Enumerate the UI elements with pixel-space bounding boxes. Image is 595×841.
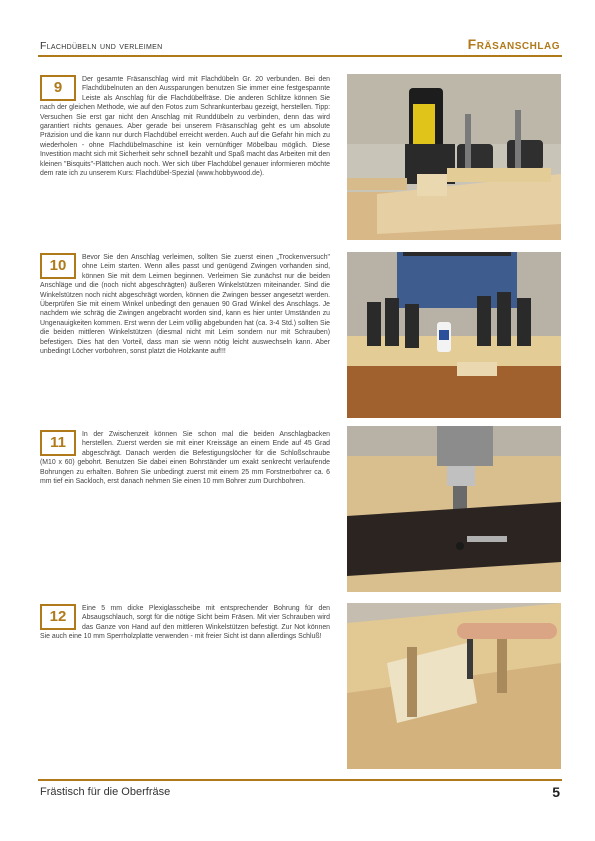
running-footer-title: Frästisch für die Oberfräse: [40, 786, 171, 798]
step-12-photo: [347, 603, 561, 769]
step-12-text: Eine 5 mm dicke Plexiglasscheibe mit entsprechender Bohrung für den Absaugschlauch, sorgt für die nötige Sicht beim Fräsen. Mit vier Schrauben wird das Ganze von Hand auf den mittleren Winkelstützen befestigt. Zur Not können Sie auch eine 10 mm Sperrholzplatte verwenden - mit freier Sicht ist dann allerdings Schluß!: [40, 605, 330, 641]
step-11-number: 11: [40, 430, 76, 456]
header-rule: [38, 55, 562, 57]
page-number: 5: [552, 784, 560, 800]
step-9-number: 9: [40, 75, 76, 101]
step-11: [40, 430, 330, 550]
step-10-photo: [347, 252, 561, 418]
step-10: [40, 253, 330, 413]
step-9-photo: [347, 74, 561, 240]
step-12: [40, 604, 330, 684]
step-10-text: Bevor Sie den Anschlag verleimen, sollten Sie zuerst einen „Trockenversuch" ohne Leim starten. Wenn alles passt und genügend Zwingen vorhanden sind, können Sie mit dem Leimen beginnen. Verleimen Sie zunächst nur die beiden Anschläge und die (noch nicht abgeschrägten) äußeren Winkelstützen miteinander. Sind die Winkelstützen noch nicht abgeschrägt worden, können die Zwingen besser angesetzt werden. Überprüfen Sie mit einem Winkel unbedingt den genauen 90 Grad Winkel des Anschlags. Je nachdem wie schräg die Zwingen angebracht worden sind, kann es hier unter Umständen zu Ungenauigkeiten kommen. Erst wenn der Leim völlig abgebunden hat (ca. 3-4 Std.) sollten Sie die beiden mittleren Winkelstützen (diesmal nicht mit Leim sondern nur mit Schrauben) befestigen. Dies hat den Vorteil, dass man sie wenn nötig leicht auswechseln kann. Aber unbedingt Löcher vorbohren, sonst platzt die Holzkante auf!!!: [40, 254, 330, 356]
running-header-section: Flachdübeln und verleimen: [40, 40, 163, 52]
step-11-text: In der Zwischenzeit können Sie schon mal die beiden Anschlagbacken herstellen. Zuerst werden sie mit einer Kreissäge an einem Ende auf 45 Grad abgeschrägt. Danach werden die Befestigungslöcher für die Schloßschraube (M10 x 60) gebohrt. Benutzen Sie dabei einen Bohrständer um exakt senkrecht verlaufende Bohrungen zu erhalten. Bohren Sie unbedingt zuerst mit einem 25 mm Forstnerbohrer ca. 6 mm tief ein Sackloch, erst danach nehmen Sie einen 10 mm Bohrer zum Durchbohren.: [40, 431, 330, 486]
step-12-number: 12: [40, 604, 76, 630]
step-11-photo: [347, 426, 561, 592]
footer-rule: [38, 779, 562, 781]
step-9-text: Der gesamte Fräsanschlag wird mit Flachdübeln Gr. 20 verbunden. Bei den Flachdübelnuten an den Aussparungen benutzen Sie immer eine festgespannte Leiste als Anschlag für die Flachdübelfräse. Die anderen Schlitze können Sie nach der gleichen Methode, wie auf den Fotos zum Schrankunterbau gezeigt, herstellen. Tipp: Versuchen Sie erst gar nicht den Anschlag mit Runddübeln zu verbinden, denn das wird garantiert nichts genaues. Aber gerade bei unserem Fräsanschlag geht es um absolute Präzision und die kann nur durch Flachdübel erreicht werden. Auch auf die Gefahr hin mich zu wiederholen - ohne Flachdübelmaschine ist kein vernünftiger Möbelbau möglich. Diese Investition macht sich mit Sicherheit sehr schnell bezahlt und Spaß macht das Arbeiten mit den kleinen "Bisquits"-Plättchen auch noch. Wer sich über Flachdübel genauer informieren möchte dem rate ich zu unserem Kurs: Flachdübel-Spezial (www.hobbywood.de).: [40, 76, 330, 178]
step-9: [40, 75, 330, 235]
step-10-number: 10: [40, 253, 76, 279]
running-header-chapter: Fräsanschlag: [467, 36, 560, 52]
